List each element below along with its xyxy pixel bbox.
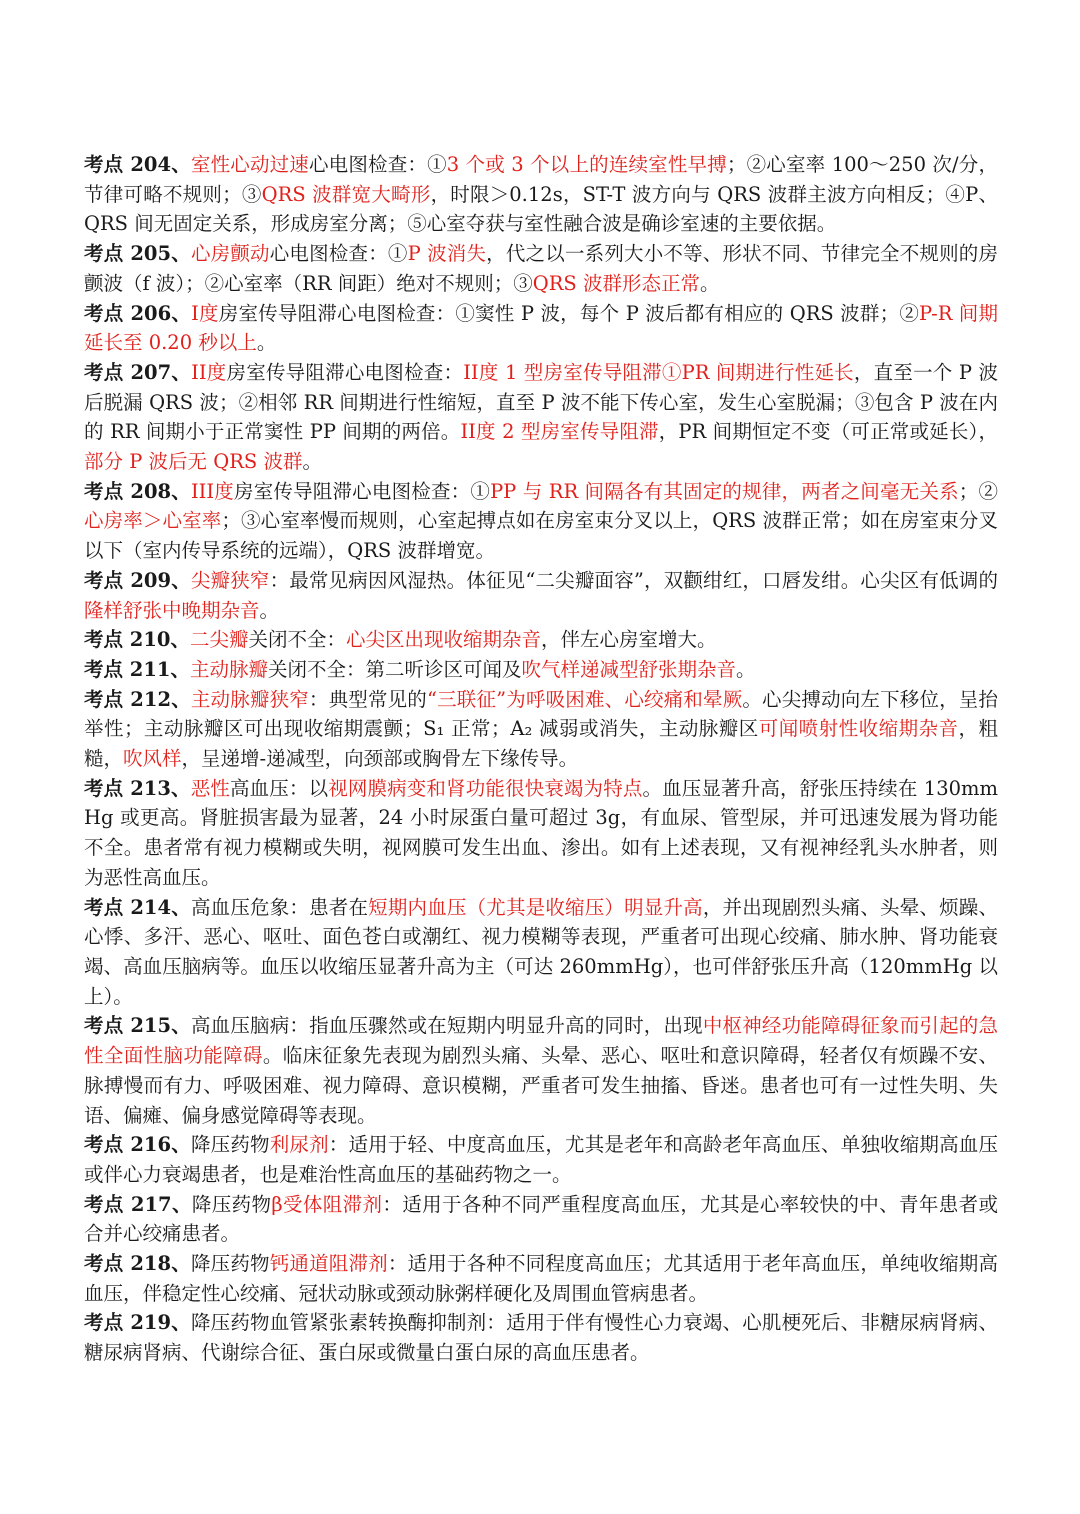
body-text: ；③心室率慢而规则，心室起搏点如在房室束分叉以上，QRS 波群正常；如在房室束分叉以下（室内传导系统的远端），QRS 波群增宽。 (84, 509, 998, 563)
exam-point-217 (84, 1190, 998, 1249)
body-text: ：适用于各种不同严重程度高血压，尤其是心率较快的中、青年患者或合并心绞痛患者。 (84, 1192, 998, 1246)
highlighted-text: 心尖区出现收缩期杂音 (346, 628, 542, 652)
highlighted-text: 心房颤动 (190, 242, 270, 266)
body-text: 房室传导阻滞心电图检查： (226, 360, 464, 384)
highlighted-text: I度 (191, 301, 219, 325)
body-text: ，直至一个 P 波后脱漏 QRS 波；②相邻 RR 间期进行性缩短，直至 P 波不能下传心室，发生心室脱漏；③包含 P 波在内的 RR 间期小于正常窦性 PP 间期的两倍。 (84, 360, 998, 444)
highlighted-text: P-R 间期延长至 0.20 秒以上 (84, 301, 999, 355)
body-text: 关闭不全： (248, 628, 347, 652)
highlighted-text: 恶性 (190, 776, 230, 800)
highlighted-text: II度 (191, 360, 227, 384)
highlighted-text: 中枢神经功能障碍征象而引起的急性全面性脑功能障碍 (84, 1014, 998, 1068)
body-text: 。 (302, 450, 322, 474)
highlighted-text: β受体阻滞剂 (271, 1192, 383, 1216)
highlighted-text: 短期内血压（尤其是收缩压）明显升高 (368, 895, 703, 919)
body-text: ，伴左心房室增大。 (541, 628, 717, 652)
exam-point-204 (84, 150, 998, 239)
exam-point-label: 考点 215、 (84, 1014, 191, 1038)
exam-point-216 (84, 1130, 998, 1189)
exam-point-label: 考点 211、 (84, 657, 190, 681)
body-text: ；②心室率 100～250 次/分，节律可略不规则；③ (84, 153, 998, 206)
highlighted-text: 钙通道阻滞剂 (269, 1252, 388, 1276)
highlighted-text: 主动脉瓣狭窄 (190, 687, 309, 711)
body-text: 。血压显著升高，舒张压持续在 130mmHg 或更高。肾脏损害最为显著，24 小时尿蛋白量可超过 3g，有血尿、管型尿，并可迅速发展为肾功能不全。患者常有视力模糊或失明，视网膜可发生出血、渗出。如有上述表现，又有视神经乳头水肿者，则为恶性高血压。 (84, 776, 998, 889)
body-text: ，PR 间期恒定不变（可正常或延长）， (658, 420, 998, 444)
exam-point-210 (84, 625, 998, 655)
exam-point-label: 考点 212、 (84, 687, 191, 711)
exam-point-label: 考点 214、 (84, 895, 191, 919)
body-text: ：典型常见的 (308, 687, 427, 711)
exam-point-label: 考点 216、 (84, 1133, 191, 1157)
exam-point-label: 考点 208、 (84, 479, 191, 503)
body-text: 。临床征象先表现为剧烈头痛、头晕、恶心、呕吐和意识障碍，轻者仅有烦躁不安、脉搏慢而有力、呼吸困难、视力障碍、意识模糊，严重者可发生抽搐、昏迷。患者也可有一过性失明、失语、偏瘫、偏身感觉障碍等表现。 (84, 1044, 998, 1127)
exam-point-214 (84, 893, 998, 1012)
body-text: 。心尖搏动向左下移位，呈抬举性；主动脉瓣区可出现收缩期震颤；S₁ 正常；A₂ 减弱或消失，主动脉瓣区 (84, 687, 998, 741)
exam-point-209 (84, 566, 998, 625)
highlighted-text: 吹气样递减型舒张期杂音 (521, 657, 737, 681)
body-text: 高血压脑病：指血压骤然或在短期内明显升高的同时，出现 (190, 1014, 703, 1038)
exam-point-label: 考点 209、 (84, 568, 191, 592)
exam-point-label: 考点 206、 (84, 301, 192, 325)
highlighted-text: “三联征”为呼吸困难、心绞痛和晕厥 (426, 687, 743, 711)
highlighted-text: 吹风样 (123, 747, 182, 771)
body-text: ：适用于各种不同程度高血压；尤其适用于老年高血压，单纯收缩期高血压，伴稳定性心绞痛、冠状动脉或颈动脉粥样硬化及周围血管病患者。 (84, 1252, 998, 1305)
exam-point-label: 考点 204、 (84, 153, 191, 176)
highlighted-text: P 波消失 (407, 242, 487, 266)
highlighted-text: QRS 波群宽大畸形 (261, 182, 431, 206)
highlighted-text: PP 与 RR 间隔各有其固定的规律，两者之间毫无关系 (490, 479, 959, 503)
body-text: ，时限＞0.12s，ST-T 波方向与 QRS 波群主波方向相反；④P、QRS 间无固定关系，形成房室分离；⑤心室夺获与室性融合波是确诊室速的主要依据。 (84, 182, 998, 236)
body-text: 。 (699, 271, 720, 295)
highlighted-text: II度 1 型房室传导阻滞①PR 间期进行性延长 (463, 360, 854, 384)
body-text: 心电图检查：① (309, 153, 447, 176)
highlighted-text: 尖瓣狭窄 (190, 568, 270, 592)
body-text: 关闭不全：第二听诊区可闻及 (268, 657, 522, 681)
exam-point-207 (84, 358, 998, 477)
highlighted-text: 二尖瓣 (190, 628, 249, 652)
exam-point-218 (84, 1249, 998, 1308)
highlighted-text: QRS 波群形态正常 (532, 271, 700, 295)
exam-point-label: 考点 207、 (84, 360, 192, 384)
exam-point-label: 考点 218、 (84, 1252, 191, 1276)
highlighted-text: 部分 P 波后无 QRS 波群 (84, 450, 303, 474)
exam-point-215 (84, 1011, 998, 1130)
body-text: ，粗糙， (84, 717, 998, 771)
exam-point-213 (84, 774, 998, 893)
body-text: 。 (259, 598, 280, 622)
body-text: 房室传导阻滞心电图检查：①窦性 P 波，每个 P 波后都有相应的 QRS 波群；② (218, 301, 920, 325)
body-text: ：最常见病因风湿热。体征见“二尖瓣面容”，双颧绀红，口唇发绀。心尖区有低调的 (269, 568, 998, 592)
body-text: 降压药物 (190, 1252, 270, 1276)
body-text: 。 (736, 657, 756, 681)
exam-point-label: 考点 210、 (84, 628, 190, 652)
body-text: ：适用于轻、中度高血压，尤其是老年和高龄老年高血压、单独收缩期高血压或伴心力衰竭患者，也是难治性高血压的基础药物之一。 (84, 1133, 998, 1186)
highlighted-text: 隆样舒张中晚期杂音 (84, 598, 260, 622)
body-text: 降压药物 (191, 1192, 272, 1216)
exam-point-205 (84, 239, 998, 298)
highlighted-text: 3 个或 3 个以上的连续室性早搏 (446, 153, 727, 176)
body-text: 心电图检查：① (269, 242, 408, 266)
body-text: ，呈递增-递减型，向颈部或胸骨左下缘传导。 (181, 747, 579, 771)
highlighted-text: 主动脉瓣 (190, 657, 269, 681)
body-text: ，并出现剧烈头痛、头晕、烦躁、心悸、多汗、恶心、呕吐、面色苍白或潮红、视力模糊等表现，严重者可出现心绞痛、肺水肿、肾功能衰竭、高血压脑病等。血压以收缩压显著升高为主（可达 260mmHg），也可伴舒张压升高（120mmHg 以上）。 (84, 895, 998, 1008)
body-text: 降压药物血管紧张素转换酶抑制剂：适用于伴有慢性心力衰竭、心肌梗死后、非糖尿病肾病、糖尿病肾病、代谢综合征、蛋白尿或微量白蛋白尿的高血压患者。 (84, 1311, 998, 1365)
study-notes-content (84, 150, 998, 1368)
exam-point-label: 考点 205、 (84, 242, 191, 266)
highlighted-text: 可闻喷射性收缩期杂音 (758, 717, 959, 741)
exam-point-label: 考点 213、 (84, 776, 191, 800)
exam-point-206 (84, 299, 998, 358)
exam-point-label: 考点 217、 (84, 1192, 192, 1216)
exam-point-219 (84, 1308, 998, 1367)
highlighted-text: III度 (190, 479, 234, 503)
highlighted-text: 室性心动过速 (190, 153, 309, 176)
highlighted-text: 视网膜病变和肾功能很快衰竭为特点 (328, 776, 643, 800)
highlighted-text: 心房率＞心室率 (84, 509, 222, 533)
body-text: 高血压：以 (230, 776, 329, 800)
exam-point-208 (84, 477, 998, 566)
body-text: 房室传导阻滞心电图检查：① (234, 479, 491, 503)
exam-point-label: 考点 219、 (84, 1311, 191, 1335)
body-text: ，代之以一系列大小不等、形状不同、节律完全不规则的房颤波（f 波）；②心室率（RR 间距）绝对不规则；③ (84, 242, 998, 295)
highlighted-text: 利尿剂 (269, 1133, 329, 1157)
body-text: 。 (256, 331, 277, 355)
highlighted-text: II度 2 型房室传导阻滞 (460, 420, 659, 444)
body-text: 降压药物 (190, 1133, 270, 1157)
exam-point-211 (84, 655, 998, 685)
exam-point-212 (84, 685, 998, 774)
body-text: ；② (958, 479, 998, 503)
body-text: 高血压危象：患者在 (190, 895, 369, 919)
